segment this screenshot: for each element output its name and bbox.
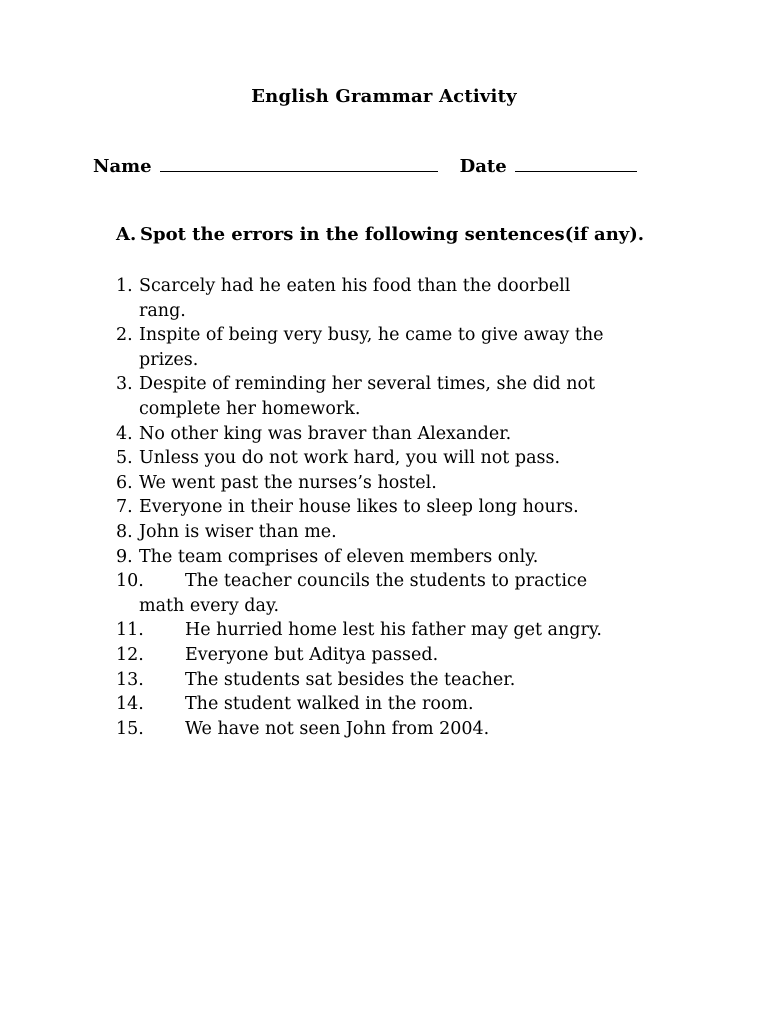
item-text: We went past the nurses’s hostel. — [139, 472, 437, 493]
list-item — [116, 618, 686, 643]
question-list — [116, 274, 686, 741]
item-text-continuation: math every day. — [139, 595, 280, 616]
item-text: John is wiser than me. — [139, 521, 337, 542]
item-number: 10. — [116, 571, 144, 592]
item-text-continuation: complete her homework. — [139, 398, 361, 419]
item-text: The team comprises of eleven members only. — [139, 546, 539, 567]
item-number: 1. — [116, 276, 133, 296]
list-item — [116, 545, 686, 570]
list-item — [116, 274, 686, 323]
item-number: 8. — [116, 521, 133, 542]
item-text: Inspite of being very busy, he came to give away the — [139, 325, 604, 346]
list-item — [116, 692, 686, 717]
item-text: Everyone in their house likes to sleep long hours. — [139, 497, 579, 518]
list-item — [116, 422, 686, 447]
list-item — [116, 446, 686, 471]
list-item — [116, 471, 686, 496]
date-label: Date — [459, 156, 507, 177]
name-date-row — [93, 155, 673, 177]
item-text: We have not seen John from 2004. — [185, 718, 490, 739]
item-number: 15. — [116, 718, 144, 739]
name-label: Name — [93, 156, 152, 177]
item-number: 14. — [116, 694, 144, 715]
item-number: 6. — [116, 472, 133, 493]
item-number: 2. — [116, 325, 133, 346]
item-text-continuation: prizes. — [139, 349, 199, 370]
item-text: The student walked in the room. — [185, 694, 474, 715]
section-marker: A. — [116, 224, 137, 245]
item-text: Despite of reminding her several times, she did not — [139, 374, 596, 395]
list-item — [116, 323, 686, 372]
item-text: No other king was braver than Alexander. — [139, 423, 512, 444]
item-number: 4. — [116, 423, 133, 444]
item-number: 3. — [116, 374, 133, 395]
item-text: He hurried home lest his father may get angry. — [185, 620, 602, 641]
list-item — [116, 520, 686, 545]
item-text: The students sat besides the teacher. — [185, 669, 516, 690]
list-item — [116, 372, 686, 421]
page-title: English Grammar Activity — [251, 86, 517, 107]
section-heading — [116, 224, 644, 245]
list-item — [116, 717, 686, 742]
item-number: 9. — [116, 546, 133, 567]
item-number: 13. — [116, 669, 144, 690]
item-number: 5. — [116, 448, 133, 469]
name-blank-line — [160, 155, 438, 172]
item-text: Everyone but Aditya passed. — [185, 644, 439, 665]
list-item — [116, 668, 686, 693]
list-item — [116, 643, 686, 668]
item-text: Unless you do not work hard, you will not pass. — [139, 448, 561, 469]
item-number: 7. — [116, 497, 133, 518]
item-text: The teacher councils the students to practice — [185, 571, 588, 592]
item-text: Scarcely had he eaten his food than the doorbell — [139, 276, 571, 296]
item-text-continuation: rang. — [139, 300, 186, 321]
item-number: 11. — [116, 620, 144, 641]
list-item — [116, 569, 686, 618]
section-heading-text: Spot the errors in the following sentences(if any). — [140, 224, 645, 245]
item-number: 12. — [116, 644, 144, 665]
list-item — [116, 495, 686, 520]
date-blank-line — [515, 155, 637, 172]
